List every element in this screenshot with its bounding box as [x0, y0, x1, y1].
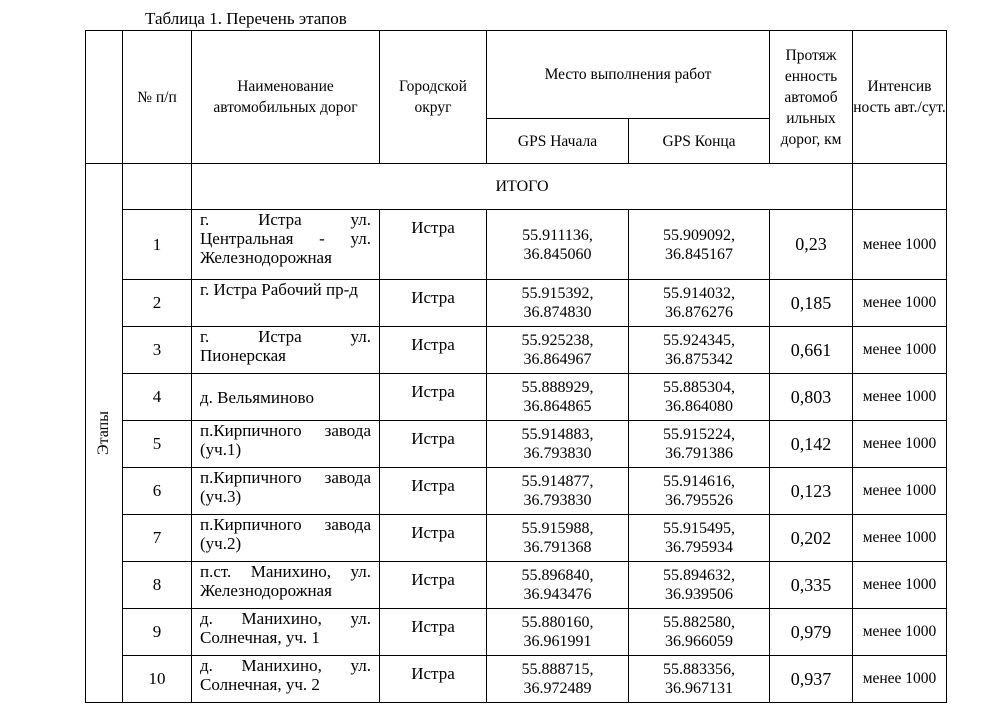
table-row [86, 515, 947, 562]
cell-gps-end: 55.915224, 36.791386 [629, 421, 770, 468]
cell-gps-end: 55.915495, 36.795934 [629, 515, 770, 562]
cell-gps-start: 55.914883, 36.793830 [487, 421, 629, 468]
cell-gps-start: 55.915392, 36.874830 [487, 280, 629, 327]
cell-road-name: п.ст. Манихино, ул. Железнодорожная [192, 562, 380, 609]
corner-cell [86, 31, 123, 164]
cell-length: 0,202 [770, 515, 853, 562]
table-row [86, 210, 947, 280]
cell-okrug: Истра [380, 562, 487, 609]
cell-gps-start: 55.888715, 36.972489 [487, 656, 629, 703]
cell-road-name: г. Истра ул. Пионерская [192, 327, 380, 374]
cell-length: 0,803 [770, 374, 853, 421]
side-label-cell [86, 164, 123, 703]
cell-gps-start: 55.914877, 36.793830 [487, 468, 629, 515]
cell-num: 4 [123, 374, 192, 421]
header-intensity: Интенсив ность авт./сут. [853, 31, 947, 164]
stages-table [85, 30, 947, 703]
cell-gps-start: 55.915988, 36.791368 [487, 515, 629, 562]
cell-intensity: менее 1000 [853, 609, 947, 656]
cell-intensity: менее 1000 [853, 280, 947, 327]
cell-road-name: д. Вельяминово [192, 374, 380, 421]
table-row [86, 280, 947, 327]
header-length: Протяж енность автомоб ильных дорог, км [770, 31, 853, 164]
header-gps-end: GPS Конца [629, 119, 770, 164]
cell-gps-end: 55.924345, 36.875342 [629, 327, 770, 374]
cell-num: 7 [123, 515, 192, 562]
cell-num: 9 [123, 609, 192, 656]
cell-length: 0,185 [770, 280, 853, 327]
cell-gps-start: 55.888929, 36.864865 [487, 374, 629, 421]
total-num-cell [123, 164, 192, 210]
cell-intensity: менее 1000 [853, 374, 947, 421]
cell-okrug: Истра [380, 468, 487, 515]
header-okrug: Городской округ [380, 31, 487, 164]
cell-intensity: менее 1000 [853, 327, 947, 374]
cell-okrug: Истра [380, 656, 487, 703]
total-label: ИТОГО [192, 164, 853, 210]
cell-gps-start: 55.880160, 36.961991 [487, 609, 629, 656]
table-row [86, 421, 947, 468]
cell-gps-start: 55.911136, 36.845060 [487, 210, 629, 280]
cell-gps-end: 55.883356, 36.967131 [629, 656, 770, 703]
cell-okrug: Истра [380, 374, 487, 421]
table-row [86, 468, 947, 515]
cell-gps-end: 55.882580, 36.966059 [629, 609, 770, 656]
cell-okrug: Истра [380, 327, 487, 374]
cell-num: 3 [123, 327, 192, 374]
cell-gps-start: 55.925238, 36.864967 [487, 327, 629, 374]
cell-gps-end: 55.914616, 36.795526 [629, 468, 770, 515]
cell-okrug: Истра [380, 210, 487, 280]
cell-length: 0,979 [770, 609, 853, 656]
cell-intensity: менее 1000 [853, 562, 947, 609]
header-num: № п/п [123, 31, 192, 164]
table-row [86, 374, 947, 421]
cell-intensity: менее 1000 [853, 210, 947, 280]
table-row [86, 327, 947, 374]
cell-gps-end: 55.914032, 36.876276 [629, 280, 770, 327]
cell-gps-end: 55.909092, 36.845167 [629, 210, 770, 280]
cell-num: 10 [123, 656, 192, 703]
cell-okrug: Истра [380, 421, 487, 468]
cell-length: 0,661 [770, 327, 853, 374]
table-row [86, 656, 947, 703]
cell-intensity: менее 1000 [853, 421, 947, 468]
cell-road-name: г. Истра ул. Центральная - ул. Железнодорожная [192, 210, 380, 280]
cell-intensity: менее 1000 [853, 656, 947, 703]
header-place: Место выполнения работ [487, 31, 770, 119]
cell-length: 0,335 [770, 562, 853, 609]
cell-road-name: д. Манихино, ул. Солнечная, уч. 2 [192, 656, 380, 703]
cell-road-name: г. Истра Рабочий пр-д [192, 280, 380, 327]
cell-length: 0,937 [770, 656, 853, 703]
side-label: Этапы [95, 411, 112, 455]
cell-num: 8 [123, 562, 192, 609]
cell-okrug: Истра [380, 280, 487, 327]
cell-gps-start: 55.896840, 36.943476 [487, 562, 629, 609]
cell-num: 1 [123, 210, 192, 280]
cell-gps-end: 55.894632, 36.939506 [629, 562, 770, 609]
table-row [86, 609, 947, 656]
cell-okrug: Истра [380, 515, 487, 562]
cell-length: 0,23 [770, 210, 853, 280]
cell-road-name: д. Манихино, ул. Солнечная, уч. 1 [192, 609, 380, 656]
table-row [86, 562, 947, 609]
cell-length: 0,123 [770, 468, 853, 515]
cell-road-name: п.Кирпичного завода (уч.1) [192, 421, 380, 468]
cell-intensity: менее 1000 [853, 468, 947, 515]
cell-intensity: менее 1000 [853, 515, 947, 562]
cell-road-name: п.Кирпичного завода (уч.3) [192, 468, 380, 515]
header-name: Наименование автомобильных дорог [192, 31, 380, 164]
cell-num: 2 [123, 280, 192, 327]
header-gps-start: GPS Начала [487, 119, 629, 164]
total-intensity-cell [853, 164, 947, 210]
cell-okrug: Истра [380, 609, 487, 656]
cell-num: 5 [123, 421, 192, 468]
cell-gps-end: 55.885304, 36.864080 [629, 374, 770, 421]
cell-road-name: п.Кирпичного завода (уч.2) [192, 515, 380, 562]
cell-length: 0,142 [770, 421, 853, 468]
table-caption: Таблица 1. Перечень этапов [145, 9, 347, 28]
cell-num: 6 [123, 468, 192, 515]
